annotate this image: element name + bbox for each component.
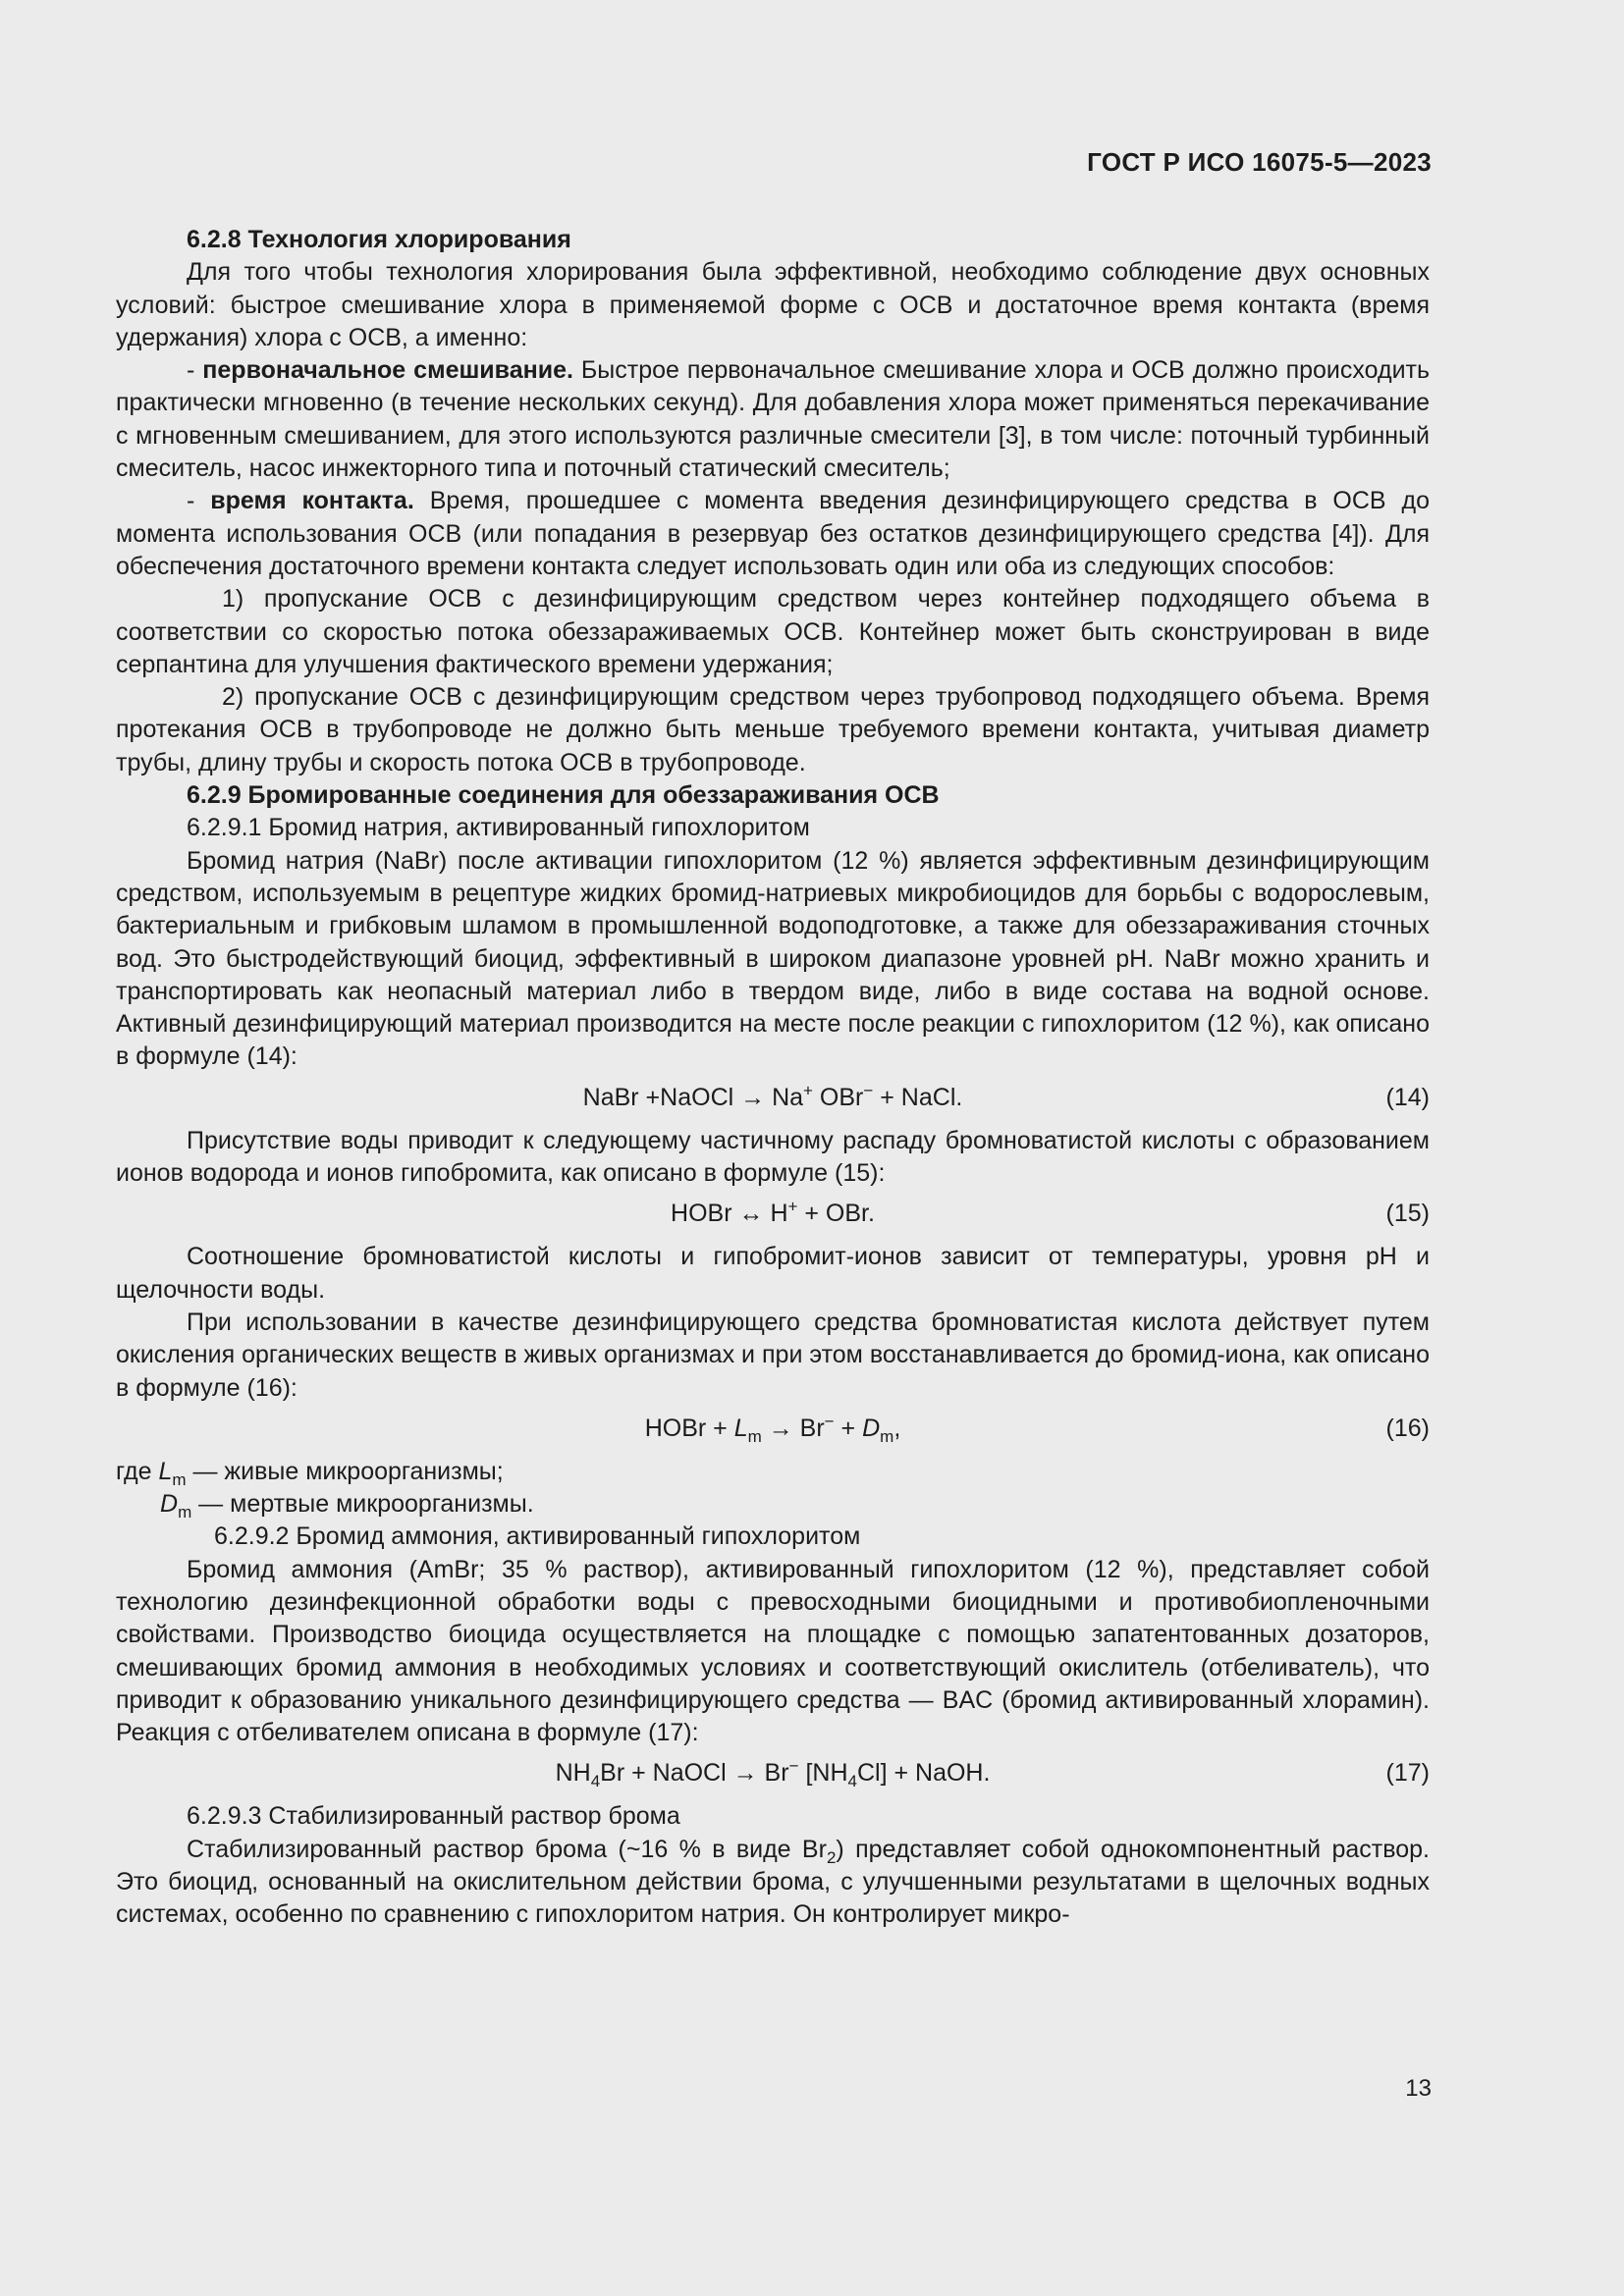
legend-line-lm: где $L_m$ — живые микроорганизмы; bbox=[116, 1457, 504, 1489]
legend-line-dm: $D_m$ — мертвые микроорганизмы. bbox=[160, 1490, 534, 1522]
formula-number: (17) bbox=[1385, 1759, 1430, 1788]
bold-term: время контакта. bbox=[210, 487, 414, 515]
subsection-heading-6-2-9-3: 6.2.9.3 Стабилизированный раствор брома bbox=[187, 1802, 680, 1831]
page-number: 13 bbox=[1405, 2075, 1432, 2102]
formula-15: HOBr ↔ H+ + OBr. (15) bbox=[116, 1196, 1430, 1231]
bold-term: первоначальное смешивание. bbox=[202, 356, 573, 385]
paragraph: Присутствие воды приводит к следующему частичному распаду бромноватистой кислоты с образованием ионов водорода и ионов гипобромита, как описано в формуле (15): bbox=[116, 1126, 1430, 1188]
bullet-contact-time: - время контакта. Время, прошедшее с момента введения дезинфицирующего средства в ОСВ до момента использования ОСВ (или попадания в резервуар без остатков дезинфицирующего средства [4]). Для обеспечения достаточного времени контакта следует использовать один или оба из следующих способов: bbox=[116, 487, 1430, 580]
document-body bbox=[116, 224, 1430, 1932]
list-item-1: 1) пропускание ОСВ с дезинфицирующим средством через контейнер подходящего объема в соответствии со скоростью потока обеззараживаемых ОСВ. Контейнер может быть сконструирован в виде серпантина для улучшения фактического времени удержания; bbox=[116, 585, 1430, 678]
bullet-initial-mixing: - первоначальное смешивание. Быстрое первоначальное смешивание хлора и ОСВ должно происходить практически мгновенно (в течение нескольких секунд). Для добавления хлора может применяться перекачивание с мгновенным смешиванием, для этого используются различные смесители [3], в том числе: поточный турбинный смеситель, насос инжекторного типа и поточный статический смеситель; bbox=[116, 356, 1431, 483]
paragraph: При использовании в качестве дезинфицирующего средства бромноватистая кислота действует путем окисления органических веществ в живых организмах и при этом восстанавливается до бромид-иона, как описано в формуле (16): bbox=[116, 1308, 1430, 1402]
standard-code-header: ГОСТ Р ИСО 16075-5—2023 bbox=[1087, 147, 1432, 177]
paragraph: Стабилизированный раствор брома (~16 % в виде $Br_2$) представляет собой однокомпонентный раствор. Это биоцид, основанный на окислительном действии брома, с улучшенными результатами в щелочных водных системах, особенно по сравнению с гипохлоритом натрия. Он контролирует микро- bbox=[116, 1835, 1430, 1929]
formula-number: (14) bbox=[1385, 1083, 1430, 1111]
paragraph: Бромид аммония (AmBr; 35 % раствор), активированный гипохлоритом (12 %), представляет собой технологию дезинфекционной обработки воды с превосходными биоцидными и противобиопленочными свойствами. Производство биоцида осуществляется на площадке с помощью запатентованных дозаторов, смешивающих бромид аммония в необходимых условиях и соответствующий окислитель (отбеливатель), что приводит к образованию уникального дезинфицирующего средства — BAC (бромид активированный хлорамин). Реакция с отбеливателем описана в формуле (17): bbox=[116, 1555, 1430, 1747]
paragraph: Соотношение бромноватистой кислоты и гипобромит-ионов зависит от температуры, уровня pH и щелочности воды. bbox=[116, 1243, 1430, 1304]
paragraph: Бромид натрия (NaBr) после активации гипохлоритом (12 %) является эффективным дезинфицирующим средством, используемым в рецептуре жидких бромид-натриевых микробиоцидов для борьбы с водорослевым, бактериальным и грибковым шламом в промышленной водоподготовке, а также для обеззараживания сточных вод. Это быстродействующий биоцид, эффективный в широком диапазоне уровней pH. NaBr можно хранить и транспортировать как неопасный материал либо в твердом виде, либо в виде состава на водной основе. Активный дезинфицирующий материал производится на месте после реакции с гипохлоритом (12 %), как описано в формуле (14): bbox=[116, 846, 1430, 1071]
formula-number: (15) bbox=[1385, 1200, 1430, 1228]
section-heading-6-2-8: 6.2.8 Технология хлорирования bbox=[187, 226, 571, 253]
list-item-2: 2) пропускание ОСВ с дезинфицирующим средством через трубопровод подходящего объема. Время протекания ОСВ в трубопроводе не должно быть меньше требуемого времени контакта, учитывая диаметр трубы, длину трубы и скорость потока ОСВ в трубопроводе. bbox=[116, 683, 1430, 776]
subsection-heading-6-2-9-2: 6.2.9.2 Бромид аммония, активированный гипохлоритом bbox=[214, 1522, 861, 1551]
formula-16: HOBr + $L_m \to Br^- + D_m$, (16) bbox=[644, 1412, 1430, 1446]
subsection-heading-6-2-9-1: 6.2.9.1 Бромид натрия, активированный гипохлоритом bbox=[187, 814, 810, 842]
formula-17: $NH_4Br$ + NaOCl → Br− $[NH_4Cl]$ + NaOH. (17) bbox=[555, 1757, 1430, 1791]
formula-14: NaBr +NaOCl → Na+ OBr− + NaCl. (14) bbox=[116, 1080, 1430, 1115]
formula-number: (16) bbox=[1385, 1414, 1430, 1442]
paragraph: Для того чтобы технология хлорирования была эффективной, необходимо соблюдение двух основных условий: быстрое смешивание хлора в применяемой форме с ОСВ и достаточное время контакта (время удержания) хлора с ОСВ, а именно: bbox=[116, 258, 1430, 351]
section-heading-6-2-9: 6.2.9 Бромированные соединения для обеззараживания ОСВ bbox=[187, 781, 940, 810]
